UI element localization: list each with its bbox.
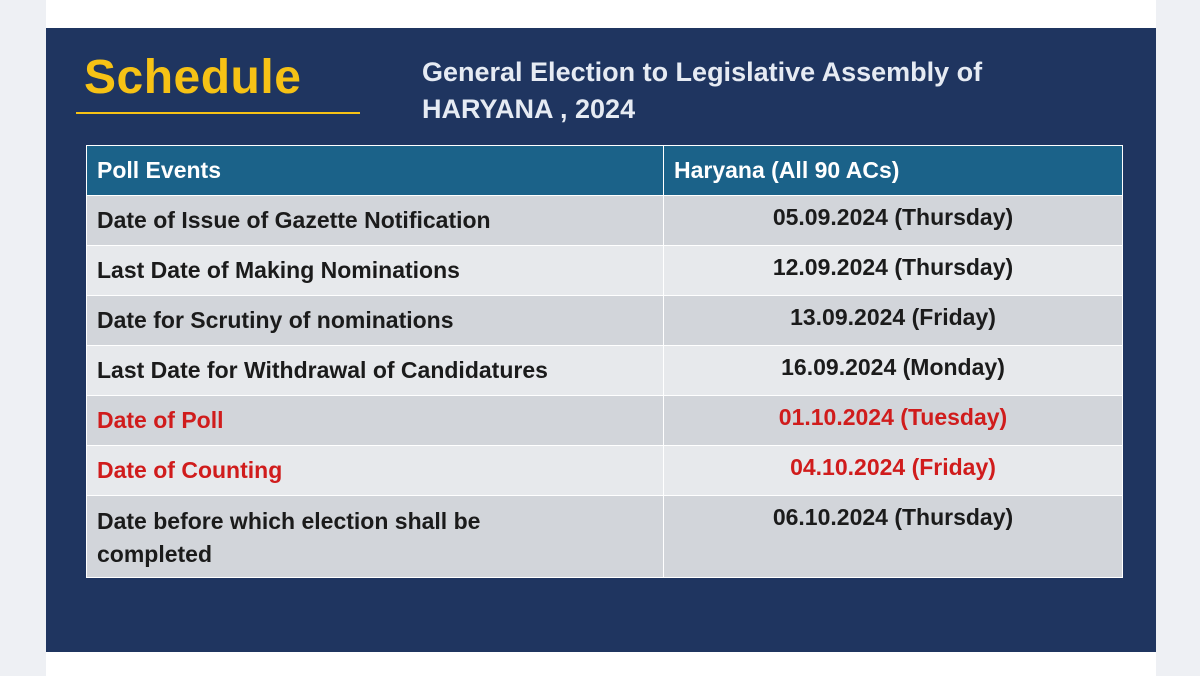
table-row: [87, 346, 1123, 396]
subtitle-line-1: General Election to Legislative Assembly of: [422, 57, 983, 87]
date-withdrawal: 16.09.2024 (Monday): [664, 346, 1123, 396]
date-gazette-notification: 05.09.2024 (Thursday): [664, 196, 1123, 246]
table-row: [87, 246, 1123, 296]
date-completion: 06.10.2024 (Thursday): [664, 496, 1123, 578]
table-row: [87, 196, 1123, 246]
header-poll-events: Poll Events: [87, 146, 664, 196]
schedule-table: [86, 145, 1123, 578]
date-of-counting: 04.10.2024 (Friday): [664, 446, 1123, 496]
event-date-of-poll: Date of Poll: [87, 396, 664, 446]
table-header-row: [87, 146, 1123, 196]
event-completion-line-2: completed: [97, 541, 213, 567]
election-subtitle: [422, 54, 1102, 128]
event-gazette-notification: Date of Issue of Gazette Notification: [87, 196, 664, 246]
subtitle-line-2: HARYANA , 2024: [422, 94, 636, 124]
table-row: [87, 396, 1123, 446]
event-completion-line-1: Date before which election shall be: [97, 508, 481, 534]
event-withdrawal: Last Date for Withdrawal of Candidatures: [87, 346, 664, 396]
date-of-poll: 01.10.2024 (Tuesday): [664, 396, 1123, 446]
date-last-date-nominations: 12.09.2024 (Thursday): [664, 246, 1123, 296]
schedule-title: Schedule: [84, 51, 302, 104]
event-completion: [87, 496, 664, 578]
event-last-date-nominations: Last Date of Making Nominations: [87, 246, 664, 296]
header-haryana: Haryana (All 90 ACs): [664, 146, 1123, 196]
title-underline: [76, 112, 360, 114]
event-date-of-counting: Date of Counting: [87, 446, 664, 496]
table-row: [87, 496, 1123, 578]
table-row: [87, 446, 1123, 496]
top-margin: [46, 0, 1156, 28]
bottom-margin: [46, 652, 1156, 676]
date-scrutiny: 13.09.2024 (Friday): [664, 296, 1123, 346]
table-row: [87, 296, 1123, 346]
event-scrutiny: Date for Scrutiny of nominations: [87, 296, 664, 346]
